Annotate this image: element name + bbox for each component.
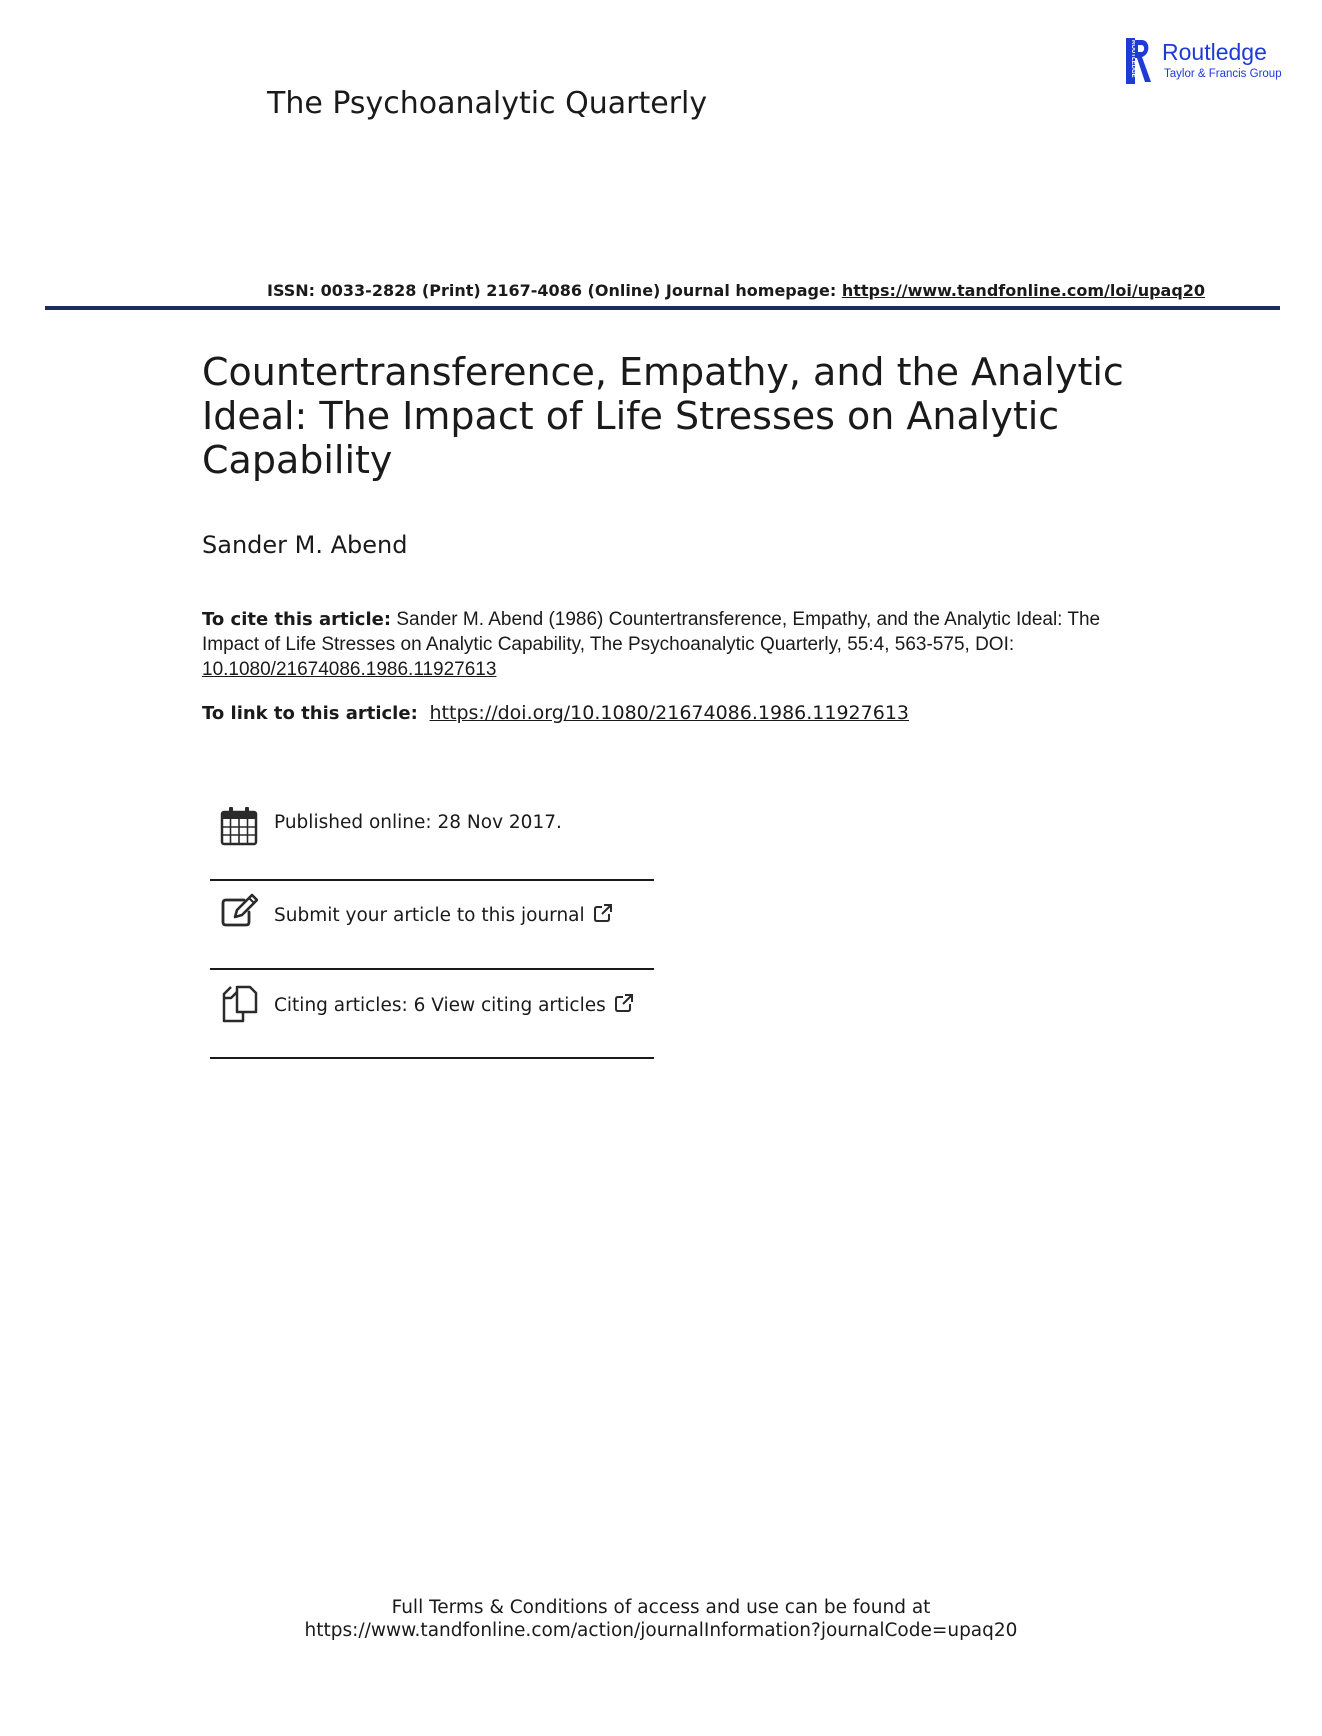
- documents-icon: [220, 984, 258, 1024]
- author-name: Sander M. Abend: [202, 531, 408, 559]
- citing-articles-row[interactable]: [210, 970, 654, 1059]
- journal-homepage-link[interactable]: https://www.tandfonline.com/loi/upaq20: [841, 281, 1206, 300]
- article-link-block: [202, 700, 1162, 727]
- citing-articles-link[interactable]: Citing articles: 6 View citing articles: [274, 995, 606, 1016]
- external-link-icon[interactable]: [614, 993, 634, 1013]
- citation-text: Sander M. Abend (1986) Countertransference, Empathy, and the Analytic Ideal: The Impact of Life Stresses on Analytic Capability, The Psychoanalytic Quarterly, 55:4, 563-575, DOI:: [202, 609, 1101, 655]
- external-link-icon[interactable]: [593, 903, 613, 923]
- footer-terms-url[interactable]: https://www.tandfonline.com/action/journalInformation?journalCode=upaq20: [304, 1620, 1018, 1641]
- doi-link[interactable]: 10.1080/21674086.1986.11927613: [202, 659, 497, 680]
- submit-article-row[interactable]: [210, 880, 654, 969]
- citation-block: [202, 607, 1102, 682]
- article-doi-url-link[interactable]: https://doi.org/10.1080/21674086.1986.11927613: [429, 702, 909, 724]
- article-title: Countertransference, Empathy, and the Analytic Ideal: The Impact of Life Stresses on Analytic Capability: [202, 350, 1124, 482]
- routledge-logo-mark-icon: [1126, 38, 1152, 84]
- published-online-row: [210, 790, 654, 879]
- issn-text: ISSN: 0033-2828 (Print) 2167-4086 (Online) Journal homepage:: [267, 281, 842, 300]
- journal-title: The Psychoanalytic Quarterly: [267, 86, 708, 121]
- logo-subtitle: Taylor & Francis Group: [1164, 68, 1282, 80]
- info-divider: [210, 1057, 654, 1059]
- issn-line: [267, 280, 1205, 302]
- header-divider: [45, 306, 1280, 310]
- calendar-icon: [220, 806, 258, 846]
- submit-article-link[interactable]: Submit your article to this journal: [274, 905, 585, 926]
- link-label: To link to this article:: [202, 703, 418, 724]
- pencil-edit-icon: [220, 892, 258, 932]
- cite-label: To cite this article:: [202, 609, 392, 630]
- routledge-logo[interactable]: [1126, 38, 1296, 86]
- footer-line-1: Full Terms & Conditions of access and use can be found at: [391, 1597, 931, 1618]
- footer-terms: [0, 1596, 1322, 1642]
- published-online-text: Published online: 28 Nov 2017.: [274, 812, 562, 833]
- logo-wordmark: Routledge: [1162, 39, 1267, 65]
- logo-vertical-text: ROUTLEDGE: [1130, 40, 1137, 78]
